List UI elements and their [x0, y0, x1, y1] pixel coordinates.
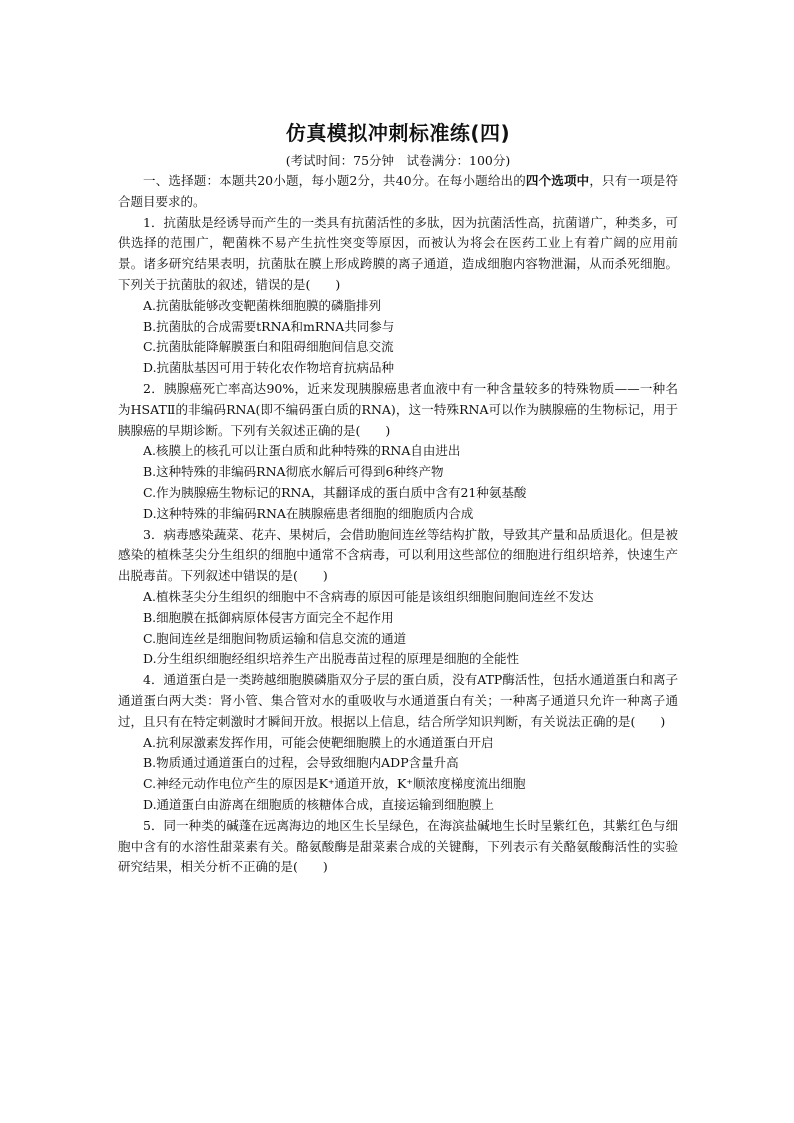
option-c: C.作为胰腺癌生物标记的RNA，其翻译成的蛋白质中含有21种氨基酸 — [143, 484, 527, 500]
option-b: B.这种特殊的非编码RNA彻底水解后可得到6种终产物 — [143, 464, 444, 480]
option-b: B.物质通过通道蛋白的过程，会导致细胞内ADP含量升高 — [143, 755, 459, 771]
question-5 — [118, 816, 678, 878]
question-stem: 1．抗菌肽是经诱导而产生的一类具有抗菌活性的多肽，因为抗菌活性高，抗菌谱广，种类多，可供选择的范围广，靶菌株不易产生抗性突变等原因，而被认为将会在医药工业上有着广阔的应用前景。诸多研究结果表明，抗菌肽在膜上形成跨膜的离子通道，造成细胞内容物泄漏，从而杀死细胞。下列关于抗菌肽的叙述，错误的是( ) — [118, 214, 678, 292]
option-c: C.胞间连丝是细胞间物质运输和信息交流的通道 — [143, 630, 407, 646]
option-d: D.这种特殊的非编码RNA在胰腺癌患者细胞的细胞质内合成 — [143, 505, 474, 521]
question-2 — [118, 379, 678, 525]
option-c: C.神经元动作电位产生的原因是K⁺通道开放，K⁺顺浓度梯度流出细胞 — [143, 776, 526, 792]
exam-info: (考试时间：75分钟 试卷满分：100分) — [285, 153, 511, 168]
question-4 — [118, 670, 678, 816]
option-d: D.抗菌肽基因可用于转化农作物培育抗病品种 — [143, 360, 395, 376]
option-a: A.核膜上的核孔可以让蛋白质和此种特殊的RNA自由进出 — [143, 443, 461, 459]
section-tail: ，只有一项是符合题目要求的。 — [118, 173, 678, 209]
option-d: D.通道蛋白由游离在细胞质的核糖体合成，直接运输到细胞膜上 — [143, 796, 495, 812]
option-a: A.抗利尿激素发挥作用，可能会使靶细胞膜上的水通道蛋白开启 — [143, 734, 494, 750]
question-stem: 5．同一种类的碱蓬在远离海边的地区生长呈绿色，在海滨盐碱地生长时呈紫红色，其紫红色与细胞中含有的水溶性甜菜素有关。酪氨酸酶是甜菜素合成的关键酶，下列表示有关酪氨酸酶活性的实验研究结果，相关分析不正确的是( ) — [118, 817, 678, 875]
section-instructions — [118, 171, 678, 213]
section-emphasis: 四个选项中 — [525, 173, 590, 188]
option-b: B.细胞膜在抵御病原体侵害方面完全不起作用 — [143, 609, 394, 625]
option-a: A.植株茎尖分生组织的细胞中不含病毒的原因可能是该组织细胞间胞间连丝不发达 — [143, 588, 594, 604]
page-title: 仿真模拟冲刺标准练(四) — [285, 121, 511, 145]
question-stem: 3．病毒感染蔬菜、花卉、果树后，会借助胞间连丝等结构扩散，导致其产量和品质退化。但是被感染的植株茎尖分生组织的细胞中通常不含病毒，可以利用这些部位的细胞进行组织培养，快速生产出脱毒苗。下列叙述中错误的是( ) — [118, 526, 678, 584]
option-b: B.抗菌肽的合成需要tRNA和mRNA共同参与 — [143, 318, 395, 334]
exam-page — [118, 120, 678, 878]
question-stem: 2．胰腺癌死亡率高达90%，近来发现胰腺癌患者血液中有一种含量较多的特殊物质——一种名为HSATⅡ的非编码RNA(即不编码蛋白质的RNA)，这一特殊RNA可以作为胰腺癌的生物标记，用于胰腺癌的早期诊断。下列有关叙述正确的是( ) — [118, 380, 678, 438]
option-c: C.抗菌肽能降解膜蛋白和阻碍细胞间信息交流 — [143, 339, 394, 355]
option-a: A.抗菌肽能够改变靶菌株细胞膜的磷脂排列 — [143, 297, 382, 313]
option-d: D.分生组织细胞经组织培养生产出脱毒苗过程的原理是细胞的全能性 — [143, 651, 520, 667]
question-1 — [118, 213, 678, 379]
section-lead: 一、选择题：本题共20小题，每小题2分，共40分。在每小题给出的 — [143, 173, 526, 188]
question-3 — [118, 525, 678, 671]
question-stem: 4．通道蛋白是一类跨越细胞膜磷脂双分子层的蛋白质，没有ATP酶活性，包括水通道蛋白和离子通道蛋白两大类：肾小管、集合管对水的重吸收与水通道蛋白有关；一种离子通道只允许一种离子通过，且只有在特定刺激时才瞬间开放。根据以上信息，结合所学知识判断，有关说法正确的是( ) — [118, 672, 678, 729]
